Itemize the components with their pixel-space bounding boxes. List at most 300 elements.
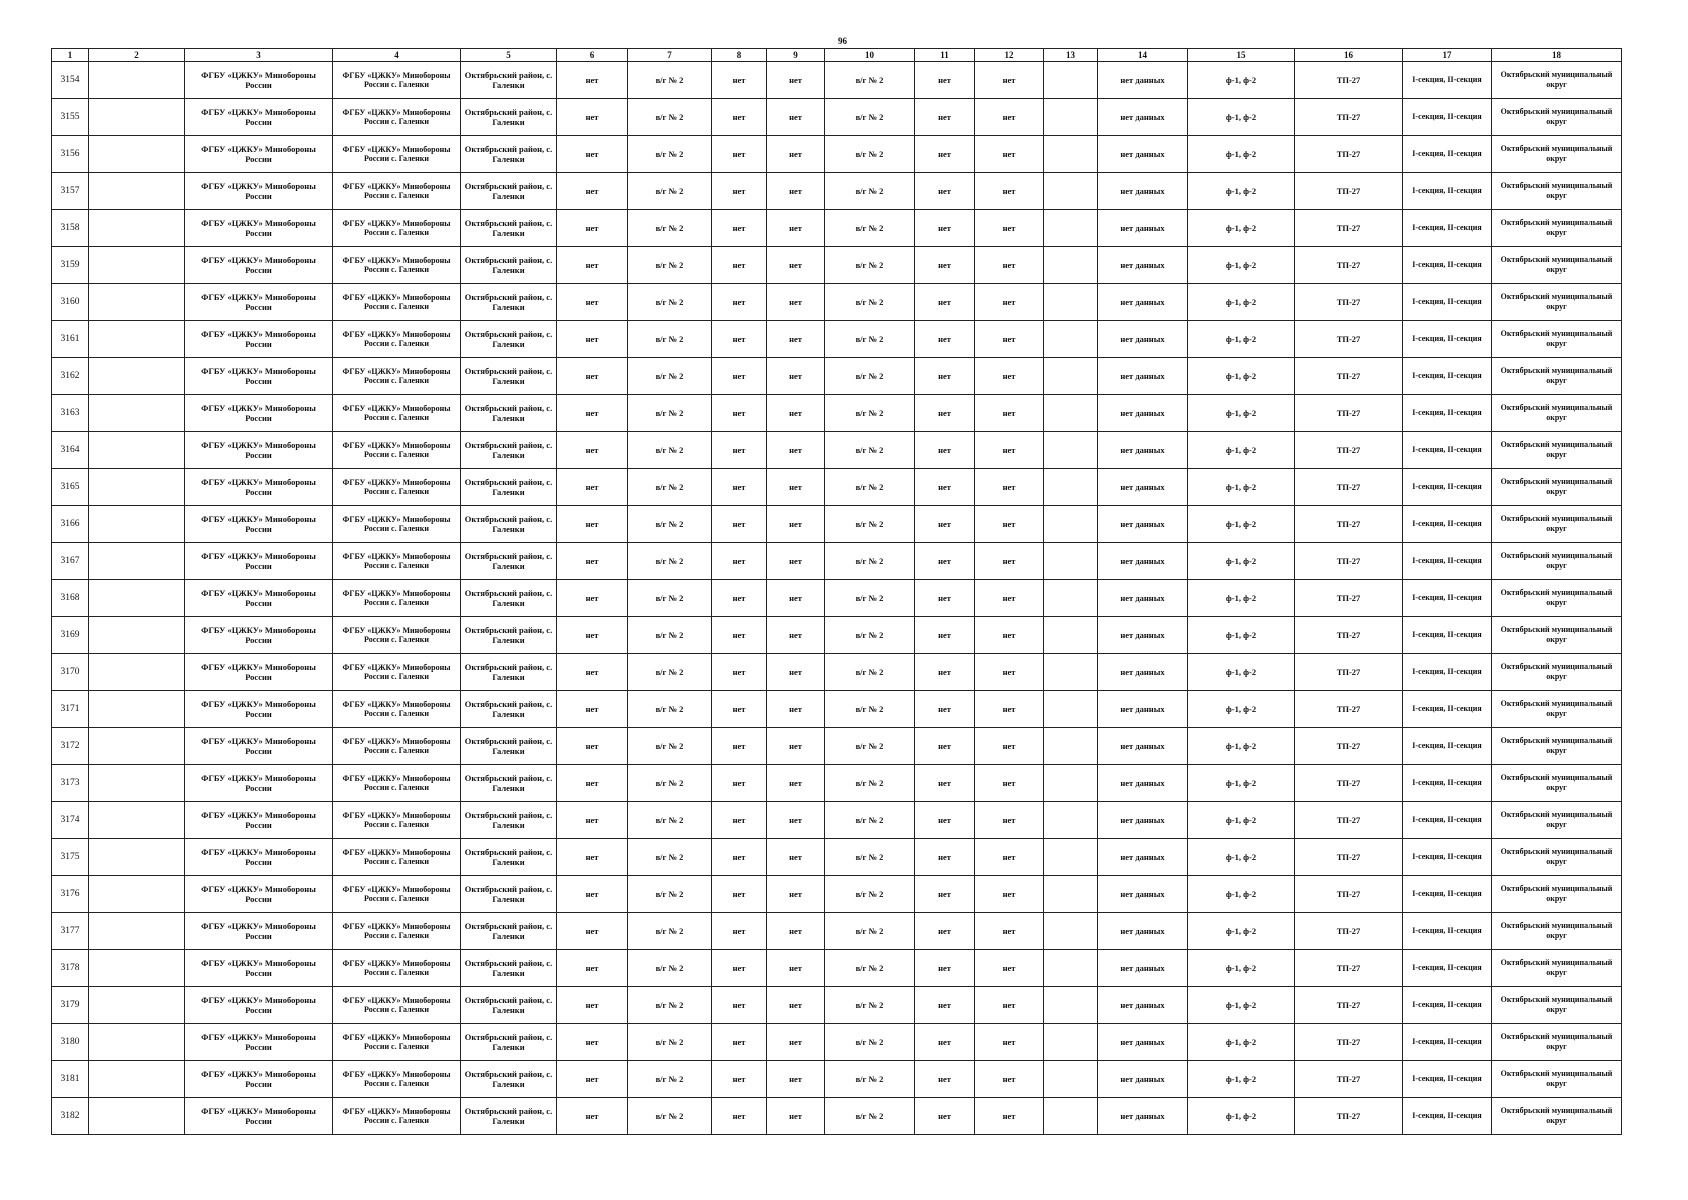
cell-c4: ФГБУ «ЦЖКУ» Минобороны России с. Галенки bbox=[333, 913, 461, 950]
cell-c5: Октябрьский район, с. Галенки bbox=[461, 99, 557, 136]
table-row bbox=[52, 691, 1622, 728]
cell-c16: ТП-27 bbox=[1295, 506, 1403, 543]
cell-c7: в/г № 2 bbox=[628, 691, 712, 728]
cell-c10: в/г № 2 bbox=[825, 839, 915, 876]
cell-c12: нет bbox=[975, 765, 1044, 802]
table-row bbox=[52, 987, 1622, 1024]
cell-c2 bbox=[89, 469, 185, 506]
cell-c14: нет данных bbox=[1098, 802, 1188, 839]
cell-c10: в/г № 2 bbox=[825, 802, 915, 839]
cell-c18: Октябрьский муниципальный округ bbox=[1492, 62, 1622, 99]
cell-c18: Октябрьский муниципальный округ bbox=[1492, 728, 1622, 765]
row-number: 3180 bbox=[52, 1024, 89, 1061]
cell-c5: Октябрьский район, с. Галенки bbox=[461, 284, 557, 321]
cell-c17: I-секция, II-секция bbox=[1403, 617, 1492, 654]
cell-c8: нет bbox=[712, 876, 767, 913]
cell-c6: нет bbox=[557, 654, 628, 691]
cell-c3: ФГБУ «ЦЖКУ» Минобороны России bbox=[185, 247, 333, 284]
cell-c5: Октябрьский район, с. Галенки bbox=[461, 543, 557, 580]
table-row bbox=[52, 432, 1622, 469]
cell-c5: Октябрьский район, с. Галенки bbox=[461, 765, 557, 802]
cell-c11: нет bbox=[915, 839, 975, 876]
cell-c9: нет bbox=[767, 432, 825, 469]
cell-c11: нет bbox=[915, 691, 975, 728]
cell-c5: Октябрьский район, с. Галенки bbox=[461, 1098, 557, 1135]
cell-c11: нет bbox=[915, 580, 975, 617]
cell-c17: I-секция, II-секция bbox=[1403, 839, 1492, 876]
cell-c2 bbox=[89, 62, 185, 99]
table-row bbox=[52, 1024, 1622, 1061]
cell-c4: ФГБУ «ЦЖКУ» Минобороны России с. Галенки bbox=[333, 247, 461, 284]
cell-c17: I-секция, II-секция bbox=[1403, 691, 1492, 728]
cell-c2 bbox=[89, 210, 185, 247]
cell-c4: ФГБУ «ЦЖКУ» Минобороны России с. Галенки bbox=[333, 432, 461, 469]
cell-c11: нет bbox=[915, 987, 975, 1024]
cell-c12: нет bbox=[975, 728, 1044, 765]
cell-c17: I-секция, II-секция bbox=[1403, 802, 1492, 839]
cell-c16: ТП-27 bbox=[1295, 580, 1403, 617]
cell-c17: I-секция, II-секция bbox=[1403, 987, 1492, 1024]
cell-c12: нет bbox=[975, 543, 1044, 580]
cell-c12: нет bbox=[975, 506, 1044, 543]
row-number: 3154 bbox=[52, 62, 89, 99]
cell-c13 bbox=[1044, 1024, 1098, 1061]
cell-c16: ТП-27 bbox=[1295, 432, 1403, 469]
cell-c8: нет bbox=[712, 395, 767, 432]
cell-c13 bbox=[1044, 469, 1098, 506]
column-header-9: 9 bbox=[767, 49, 825, 62]
cell-c13 bbox=[1044, 654, 1098, 691]
cell-c9: нет bbox=[767, 506, 825, 543]
cell-c6: нет bbox=[557, 691, 628, 728]
cell-c15: ф-1, ф-2 bbox=[1188, 469, 1295, 506]
cell-c3: ФГБУ «ЦЖКУ» Минобороны России bbox=[185, 62, 333, 99]
cell-c10: в/г № 2 bbox=[825, 432, 915, 469]
cell-c16: ТП-27 bbox=[1295, 284, 1403, 321]
cell-c8: нет bbox=[712, 284, 767, 321]
table-row bbox=[52, 358, 1622, 395]
cell-c14: нет данных bbox=[1098, 62, 1188, 99]
cell-c11: нет bbox=[915, 136, 975, 173]
cell-c14: нет данных bbox=[1098, 136, 1188, 173]
cell-c12: нет bbox=[975, 1061, 1044, 1098]
row-number: 3182 bbox=[52, 1098, 89, 1135]
cell-c13 bbox=[1044, 617, 1098, 654]
cell-c12: нет bbox=[975, 210, 1044, 247]
cell-c7: в/г № 2 bbox=[628, 99, 712, 136]
cell-c11: нет bbox=[915, 62, 975, 99]
cell-c15: ф-1, ф-2 bbox=[1188, 987, 1295, 1024]
column-header-12: 12 bbox=[975, 49, 1044, 62]
cell-c17: I-секция, II-секция bbox=[1403, 506, 1492, 543]
row-number: 3181 bbox=[52, 1061, 89, 1098]
cell-c14: нет данных bbox=[1098, 617, 1188, 654]
column-header-11: 11 bbox=[915, 49, 975, 62]
row-number: 3166 bbox=[52, 506, 89, 543]
row-number: 3162 bbox=[52, 358, 89, 395]
cell-c13 bbox=[1044, 284, 1098, 321]
cell-c10: в/г № 2 bbox=[825, 62, 915, 99]
cell-c2 bbox=[89, 580, 185, 617]
cell-c12: нет bbox=[975, 617, 1044, 654]
cell-c7: в/г № 2 bbox=[628, 765, 712, 802]
cell-c7: в/г № 2 bbox=[628, 543, 712, 580]
column-header-15: 15 bbox=[1188, 49, 1295, 62]
cell-c3: ФГБУ «ЦЖКУ» Минобороны России bbox=[185, 173, 333, 210]
cell-c15: ф-1, ф-2 bbox=[1188, 136, 1295, 173]
cell-c11: нет bbox=[915, 876, 975, 913]
cell-c9: нет bbox=[767, 580, 825, 617]
cell-c8: нет bbox=[712, 691, 767, 728]
cell-c10: в/г № 2 bbox=[825, 691, 915, 728]
cell-c2 bbox=[89, 950, 185, 987]
cell-c17: I-секция, II-секция bbox=[1403, 469, 1492, 506]
cell-c13 bbox=[1044, 432, 1098, 469]
cell-c10: в/г № 2 bbox=[825, 99, 915, 136]
cell-c18: Октябрьский муниципальный округ bbox=[1492, 654, 1622, 691]
cell-c15: ф-1, ф-2 bbox=[1188, 247, 1295, 284]
cell-c3: ФГБУ «ЦЖКУ» Минобороны России bbox=[185, 765, 333, 802]
cell-c13 bbox=[1044, 950, 1098, 987]
cell-c8: нет bbox=[712, 654, 767, 691]
cell-c7: в/г № 2 bbox=[628, 1024, 712, 1061]
cell-c15: ф-1, ф-2 bbox=[1188, 950, 1295, 987]
cell-c15: ф-1, ф-2 bbox=[1188, 617, 1295, 654]
cell-c17: I-секция, II-секция bbox=[1403, 1061, 1492, 1098]
cell-c9: нет bbox=[767, 284, 825, 321]
cell-c4: ФГБУ «ЦЖКУ» Минобороны России с. Галенки bbox=[333, 728, 461, 765]
cell-c10: в/г № 2 bbox=[825, 173, 915, 210]
cell-c11: нет bbox=[915, 728, 975, 765]
column-header-18: 18 bbox=[1492, 49, 1622, 62]
cell-c6: нет bbox=[557, 210, 628, 247]
cell-c9: нет bbox=[767, 765, 825, 802]
cell-c5: Октябрьский район, с. Галенки bbox=[461, 469, 557, 506]
table-row bbox=[52, 617, 1622, 654]
cell-c8: нет bbox=[712, 765, 767, 802]
cell-c10: в/г № 2 bbox=[825, 321, 915, 358]
cell-c8: нет bbox=[712, 173, 767, 210]
cell-c7: в/г № 2 bbox=[628, 62, 712, 99]
cell-c14: нет данных bbox=[1098, 173, 1188, 210]
cell-c4: ФГБУ «ЦЖКУ» Минобороны России с. Галенки bbox=[333, 321, 461, 358]
cell-c10: в/г № 2 bbox=[825, 987, 915, 1024]
cell-c2 bbox=[89, 321, 185, 358]
row-number: 3172 bbox=[52, 728, 89, 765]
cell-c3: ФГБУ «ЦЖКУ» Минобороны России bbox=[185, 691, 333, 728]
cell-c3: ФГБУ «ЦЖКУ» Минобороны России bbox=[185, 617, 333, 654]
cell-c8: нет bbox=[712, 432, 767, 469]
table-row bbox=[52, 506, 1622, 543]
cell-c4: ФГБУ «ЦЖКУ» Минобороны России с. Галенки bbox=[333, 506, 461, 543]
table-row bbox=[52, 99, 1622, 136]
cell-c11: нет bbox=[915, 210, 975, 247]
cell-c17: I-секция, II-секция bbox=[1403, 284, 1492, 321]
cell-c14: нет данных bbox=[1098, 691, 1188, 728]
cell-c16: ТП-27 bbox=[1295, 654, 1403, 691]
cell-c17: I-секция, II-секция bbox=[1403, 1024, 1492, 1061]
column-header-2: 2 bbox=[89, 49, 185, 62]
cell-c8: нет bbox=[712, 358, 767, 395]
cell-c4: ФГБУ «ЦЖКУ» Минобороны России с. Галенки bbox=[333, 358, 461, 395]
cell-c6: нет bbox=[557, 1024, 628, 1061]
column-header-4: 4 bbox=[333, 49, 461, 62]
cell-c17: I-секция, II-секция bbox=[1403, 247, 1492, 284]
cell-c15: ф-1, ф-2 bbox=[1188, 99, 1295, 136]
cell-c15: ф-1, ф-2 bbox=[1188, 765, 1295, 802]
cell-c14: нет данных bbox=[1098, 876, 1188, 913]
cell-c2 bbox=[89, 728, 185, 765]
cell-c12: нет bbox=[975, 876, 1044, 913]
cell-c11: нет bbox=[915, 321, 975, 358]
cell-c7: в/г № 2 bbox=[628, 802, 712, 839]
cell-c16: ТП-27 bbox=[1295, 210, 1403, 247]
table-row bbox=[52, 765, 1622, 802]
cell-c4: ФГБУ «ЦЖКУ» Минобороны России с. Галенки bbox=[333, 395, 461, 432]
cell-c11: нет bbox=[915, 1024, 975, 1061]
cell-c16: ТП-27 bbox=[1295, 395, 1403, 432]
cell-c17: I-секция, II-секция bbox=[1403, 358, 1492, 395]
cell-c8: нет bbox=[712, 210, 767, 247]
cell-c12: нет bbox=[975, 1024, 1044, 1061]
cell-c15: ф-1, ф-2 bbox=[1188, 284, 1295, 321]
cell-c8: нет bbox=[712, 247, 767, 284]
cell-c18: Октябрьский муниципальный округ bbox=[1492, 321, 1622, 358]
cell-c14: нет данных bbox=[1098, 987, 1188, 1024]
cell-c3: ФГБУ «ЦЖКУ» Минобороны России bbox=[185, 580, 333, 617]
column-header-8: 8 bbox=[712, 49, 767, 62]
column-header-14: 14 bbox=[1098, 49, 1188, 62]
table-row bbox=[52, 728, 1622, 765]
cell-c2 bbox=[89, 765, 185, 802]
cell-c12: нет bbox=[975, 395, 1044, 432]
cell-c18: Октябрьский муниципальный округ bbox=[1492, 173, 1622, 210]
cell-c7: в/г № 2 bbox=[628, 136, 712, 173]
cell-c9: нет bbox=[767, 617, 825, 654]
cell-c15: ф-1, ф-2 bbox=[1188, 62, 1295, 99]
cell-c13 bbox=[1044, 802, 1098, 839]
cell-c5: Октябрьский район, с. Галенки bbox=[461, 839, 557, 876]
cell-c4: ФГБУ «ЦЖКУ» Минобороны России с. Галенки bbox=[333, 99, 461, 136]
cell-c15: ф-1, ф-2 bbox=[1188, 1098, 1295, 1135]
row-number: 3175 bbox=[52, 839, 89, 876]
cell-c14: нет данных bbox=[1098, 395, 1188, 432]
cell-c3: ФГБУ «ЦЖКУ» Минобороны России bbox=[185, 1024, 333, 1061]
cell-c16: ТП-27 bbox=[1295, 876, 1403, 913]
cell-c7: в/г № 2 bbox=[628, 210, 712, 247]
cell-c15: ф-1, ф-2 bbox=[1188, 173, 1295, 210]
cell-c15: ф-1, ф-2 bbox=[1188, 876, 1295, 913]
cell-c6: нет bbox=[557, 950, 628, 987]
cell-c6: нет bbox=[557, 1098, 628, 1135]
cell-c13 bbox=[1044, 913, 1098, 950]
cell-c7: в/г № 2 bbox=[628, 284, 712, 321]
cell-c12: нет bbox=[975, 136, 1044, 173]
cell-c15: ф-1, ф-2 bbox=[1188, 358, 1295, 395]
cell-c15: ф-1, ф-2 bbox=[1188, 210, 1295, 247]
cell-c2 bbox=[89, 987, 185, 1024]
cell-c17: I-секция, II-секция bbox=[1403, 99, 1492, 136]
cell-c10: в/г № 2 bbox=[825, 1061, 915, 1098]
cell-c17: I-секция, II-секция bbox=[1403, 210, 1492, 247]
cell-c5: Октябрьский район, с. Галенки bbox=[461, 1061, 557, 1098]
cell-c10: в/г № 2 bbox=[825, 617, 915, 654]
row-number: 3163 bbox=[52, 395, 89, 432]
cell-c10: в/г № 2 bbox=[825, 654, 915, 691]
row-number: 3171 bbox=[52, 691, 89, 728]
cell-c15: ф-1, ф-2 bbox=[1188, 691, 1295, 728]
cell-c5: Октябрьский район, с. Галенки bbox=[461, 987, 557, 1024]
cell-c4: ФГБУ «ЦЖКУ» Минобороны России с. Галенки bbox=[333, 580, 461, 617]
cell-c18: Октябрьский муниципальный округ bbox=[1492, 876, 1622, 913]
data-table bbox=[51, 48, 1622, 1135]
cell-c4: ФГБУ «ЦЖКУ» Минобороны России с. Галенки bbox=[333, 136, 461, 173]
cell-c4: ФГБУ «ЦЖКУ» Минобороны России с. Галенки bbox=[333, 654, 461, 691]
cell-c10: в/г № 2 bbox=[825, 543, 915, 580]
cell-c5: Октябрьский район, с. Галенки bbox=[461, 395, 557, 432]
cell-c14: нет данных bbox=[1098, 99, 1188, 136]
cell-c2 bbox=[89, 136, 185, 173]
cell-c17: I-секция, II-секция bbox=[1403, 321, 1492, 358]
cell-c2 bbox=[89, 543, 185, 580]
cell-c3: ФГБУ «ЦЖКУ» Минобороны России bbox=[185, 1098, 333, 1135]
table-row bbox=[52, 62, 1622, 99]
cell-c15: ф-1, ф-2 bbox=[1188, 654, 1295, 691]
cell-c7: в/г № 2 bbox=[628, 358, 712, 395]
cell-c9: нет bbox=[767, 321, 825, 358]
cell-c7: в/г № 2 bbox=[628, 950, 712, 987]
cell-c2 bbox=[89, 654, 185, 691]
cell-c5: Октябрьский район, с. Галенки bbox=[461, 321, 557, 358]
cell-c15: ф-1, ф-2 bbox=[1188, 506, 1295, 543]
cell-c5: Октябрьский район, с. Галенки bbox=[461, 358, 557, 395]
cell-c7: в/г № 2 bbox=[628, 654, 712, 691]
cell-c17: I-секция, II-секция bbox=[1403, 62, 1492, 99]
cell-c14: нет данных bbox=[1098, 321, 1188, 358]
cell-c3: ФГБУ «ЦЖКУ» Минобороны России bbox=[185, 1061, 333, 1098]
cell-c16: ТП-27 bbox=[1295, 99, 1403, 136]
cell-c7: в/г № 2 bbox=[628, 432, 712, 469]
cell-c5: Октябрьский район, с. Галенки bbox=[461, 876, 557, 913]
cell-c16: ТП-27 bbox=[1295, 469, 1403, 506]
cell-c3: ФГБУ «ЦЖКУ» Минобороны России bbox=[185, 469, 333, 506]
cell-c10: в/г № 2 bbox=[825, 1098, 915, 1135]
cell-c12: нет bbox=[975, 950, 1044, 987]
cell-c3: ФГБУ «ЦЖКУ» Минобороны России bbox=[185, 654, 333, 691]
cell-c4: ФГБУ «ЦЖКУ» Минобороны России с. Галенки bbox=[333, 543, 461, 580]
cell-c14: нет данных bbox=[1098, 543, 1188, 580]
cell-c13 bbox=[1044, 987, 1098, 1024]
cell-c3: ФГБУ «ЦЖКУ» Минобороны России bbox=[185, 284, 333, 321]
cell-c8: нет bbox=[712, 321, 767, 358]
cell-c3: ФГБУ «ЦЖКУ» Минобороны России bbox=[185, 432, 333, 469]
cell-c3: ФГБУ «ЦЖКУ» Минобороны России bbox=[185, 136, 333, 173]
cell-c4: ФГБУ «ЦЖКУ» Минобороны России с. Галенки bbox=[333, 876, 461, 913]
row-number: 3155 bbox=[52, 99, 89, 136]
cell-c6: нет bbox=[557, 765, 628, 802]
cell-c2 bbox=[89, 691, 185, 728]
cell-c13 bbox=[1044, 1061, 1098, 1098]
cell-c3: ФГБУ «ЦЖКУ» Минобороны России bbox=[185, 876, 333, 913]
cell-c3: ФГБУ «ЦЖКУ» Минобороны России bbox=[185, 950, 333, 987]
cell-c18: Октябрьский муниципальный округ bbox=[1492, 1024, 1622, 1061]
cell-c17: I-секция, II-секция bbox=[1403, 728, 1492, 765]
cell-c8: нет bbox=[712, 728, 767, 765]
cell-c8: нет bbox=[712, 506, 767, 543]
cell-c16: ТП-27 bbox=[1295, 247, 1403, 284]
table-row bbox=[52, 876, 1622, 913]
cell-c16: ТП-27 bbox=[1295, 765, 1403, 802]
cell-c16: ТП-27 bbox=[1295, 691, 1403, 728]
cell-c13 bbox=[1044, 321, 1098, 358]
cell-c10: в/г № 2 bbox=[825, 950, 915, 987]
cell-c12: нет bbox=[975, 691, 1044, 728]
cell-c12: нет bbox=[975, 1098, 1044, 1135]
cell-c9: нет bbox=[767, 913, 825, 950]
cell-c6: нет bbox=[557, 839, 628, 876]
cell-c15: ф-1, ф-2 bbox=[1188, 580, 1295, 617]
cell-c7: в/г № 2 bbox=[628, 913, 712, 950]
row-number: 3167 bbox=[52, 543, 89, 580]
row-number: 3165 bbox=[52, 469, 89, 506]
cell-c18: Октябрьский муниципальный округ bbox=[1492, 506, 1622, 543]
cell-c18: Октябрьский муниципальный округ bbox=[1492, 617, 1622, 654]
row-number: 3178 bbox=[52, 950, 89, 987]
cell-c17: I-секция, II-секция bbox=[1403, 1098, 1492, 1135]
row-number: 3164 bbox=[52, 432, 89, 469]
cell-c10: в/г № 2 bbox=[825, 765, 915, 802]
cell-c7: в/г № 2 bbox=[628, 728, 712, 765]
cell-c3: ФГБУ «ЦЖКУ» Минобороны России bbox=[185, 728, 333, 765]
cell-c6: нет bbox=[557, 469, 628, 506]
cell-c17: I-секция, II-секция bbox=[1403, 654, 1492, 691]
cell-c9: нет bbox=[767, 1098, 825, 1135]
cell-c8: нет bbox=[712, 950, 767, 987]
cell-c15: ф-1, ф-2 bbox=[1188, 913, 1295, 950]
cell-c7: в/г № 2 bbox=[628, 617, 712, 654]
row-number: 3158 bbox=[52, 210, 89, 247]
column-header-17: 17 bbox=[1403, 49, 1492, 62]
cell-c16: ТП-27 bbox=[1295, 321, 1403, 358]
cell-c10: в/г № 2 bbox=[825, 1024, 915, 1061]
cell-c11: нет bbox=[915, 617, 975, 654]
cell-c14: нет данных bbox=[1098, 913, 1188, 950]
cell-c18: Октябрьский муниципальный округ bbox=[1492, 839, 1622, 876]
cell-c16: ТП-27 bbox=[1295, 839, 1403, 876]
cell-c11: нет bbox=[915, 506, 975, 543]
cell-c14: нет данных bbox=[1098, 432, 1188, 469]
cell-c14: нет данных bbox=[1098, 839, 1188, 876]
cell-c5: Октябрьский район, с. Галенки bbox=[461, 950, 557, 987]
cell-c12: нет bbox=[975, 432, 1044, 469]
cell-c11: нет bbox=[915, 284, 975, 321]
table-row bbox=[52, 395, 1622, 432]
cell-c17: I-секция, II-секция bbox=[1403, 136, 1492, 173]
cell-c15: ф-1, ф-2 bbox=[1188, 543, 1295, 580]
cell-c10: в/г № 2 bbox=[825, 728, 915, 765]
cell-c12: нет bbox=[975, 62, 1044, 99]
cell-c16: ТП-27 bbox=[1295, 950, 1403, 987]
cell-c18: Октябрьский муниципальный округ bbox=[1492, 136, 1622, 173]
cell-c6: нет bbox=[557, 506, 628, 543]
cell-c16: ТП-27 bbox=[1295, 913, 1403, 950]
cell-c4: ФГБУ «ЦЖКУ» Минобороны России с. Галенки bbox=[333, 1061, 461, 1098]
cell-c6: нет bbox=[557, 432, 628, 469]
cell-c8: нет bbox=[712, 543, 767, 580]
cell-c14: нет данных bbox=[1098, 580, 1188, 617]
cell-c13 bbox=[1044, 173, 1098, 210]
cell-c13 bbox=[1044, 358, 1098, 395]
